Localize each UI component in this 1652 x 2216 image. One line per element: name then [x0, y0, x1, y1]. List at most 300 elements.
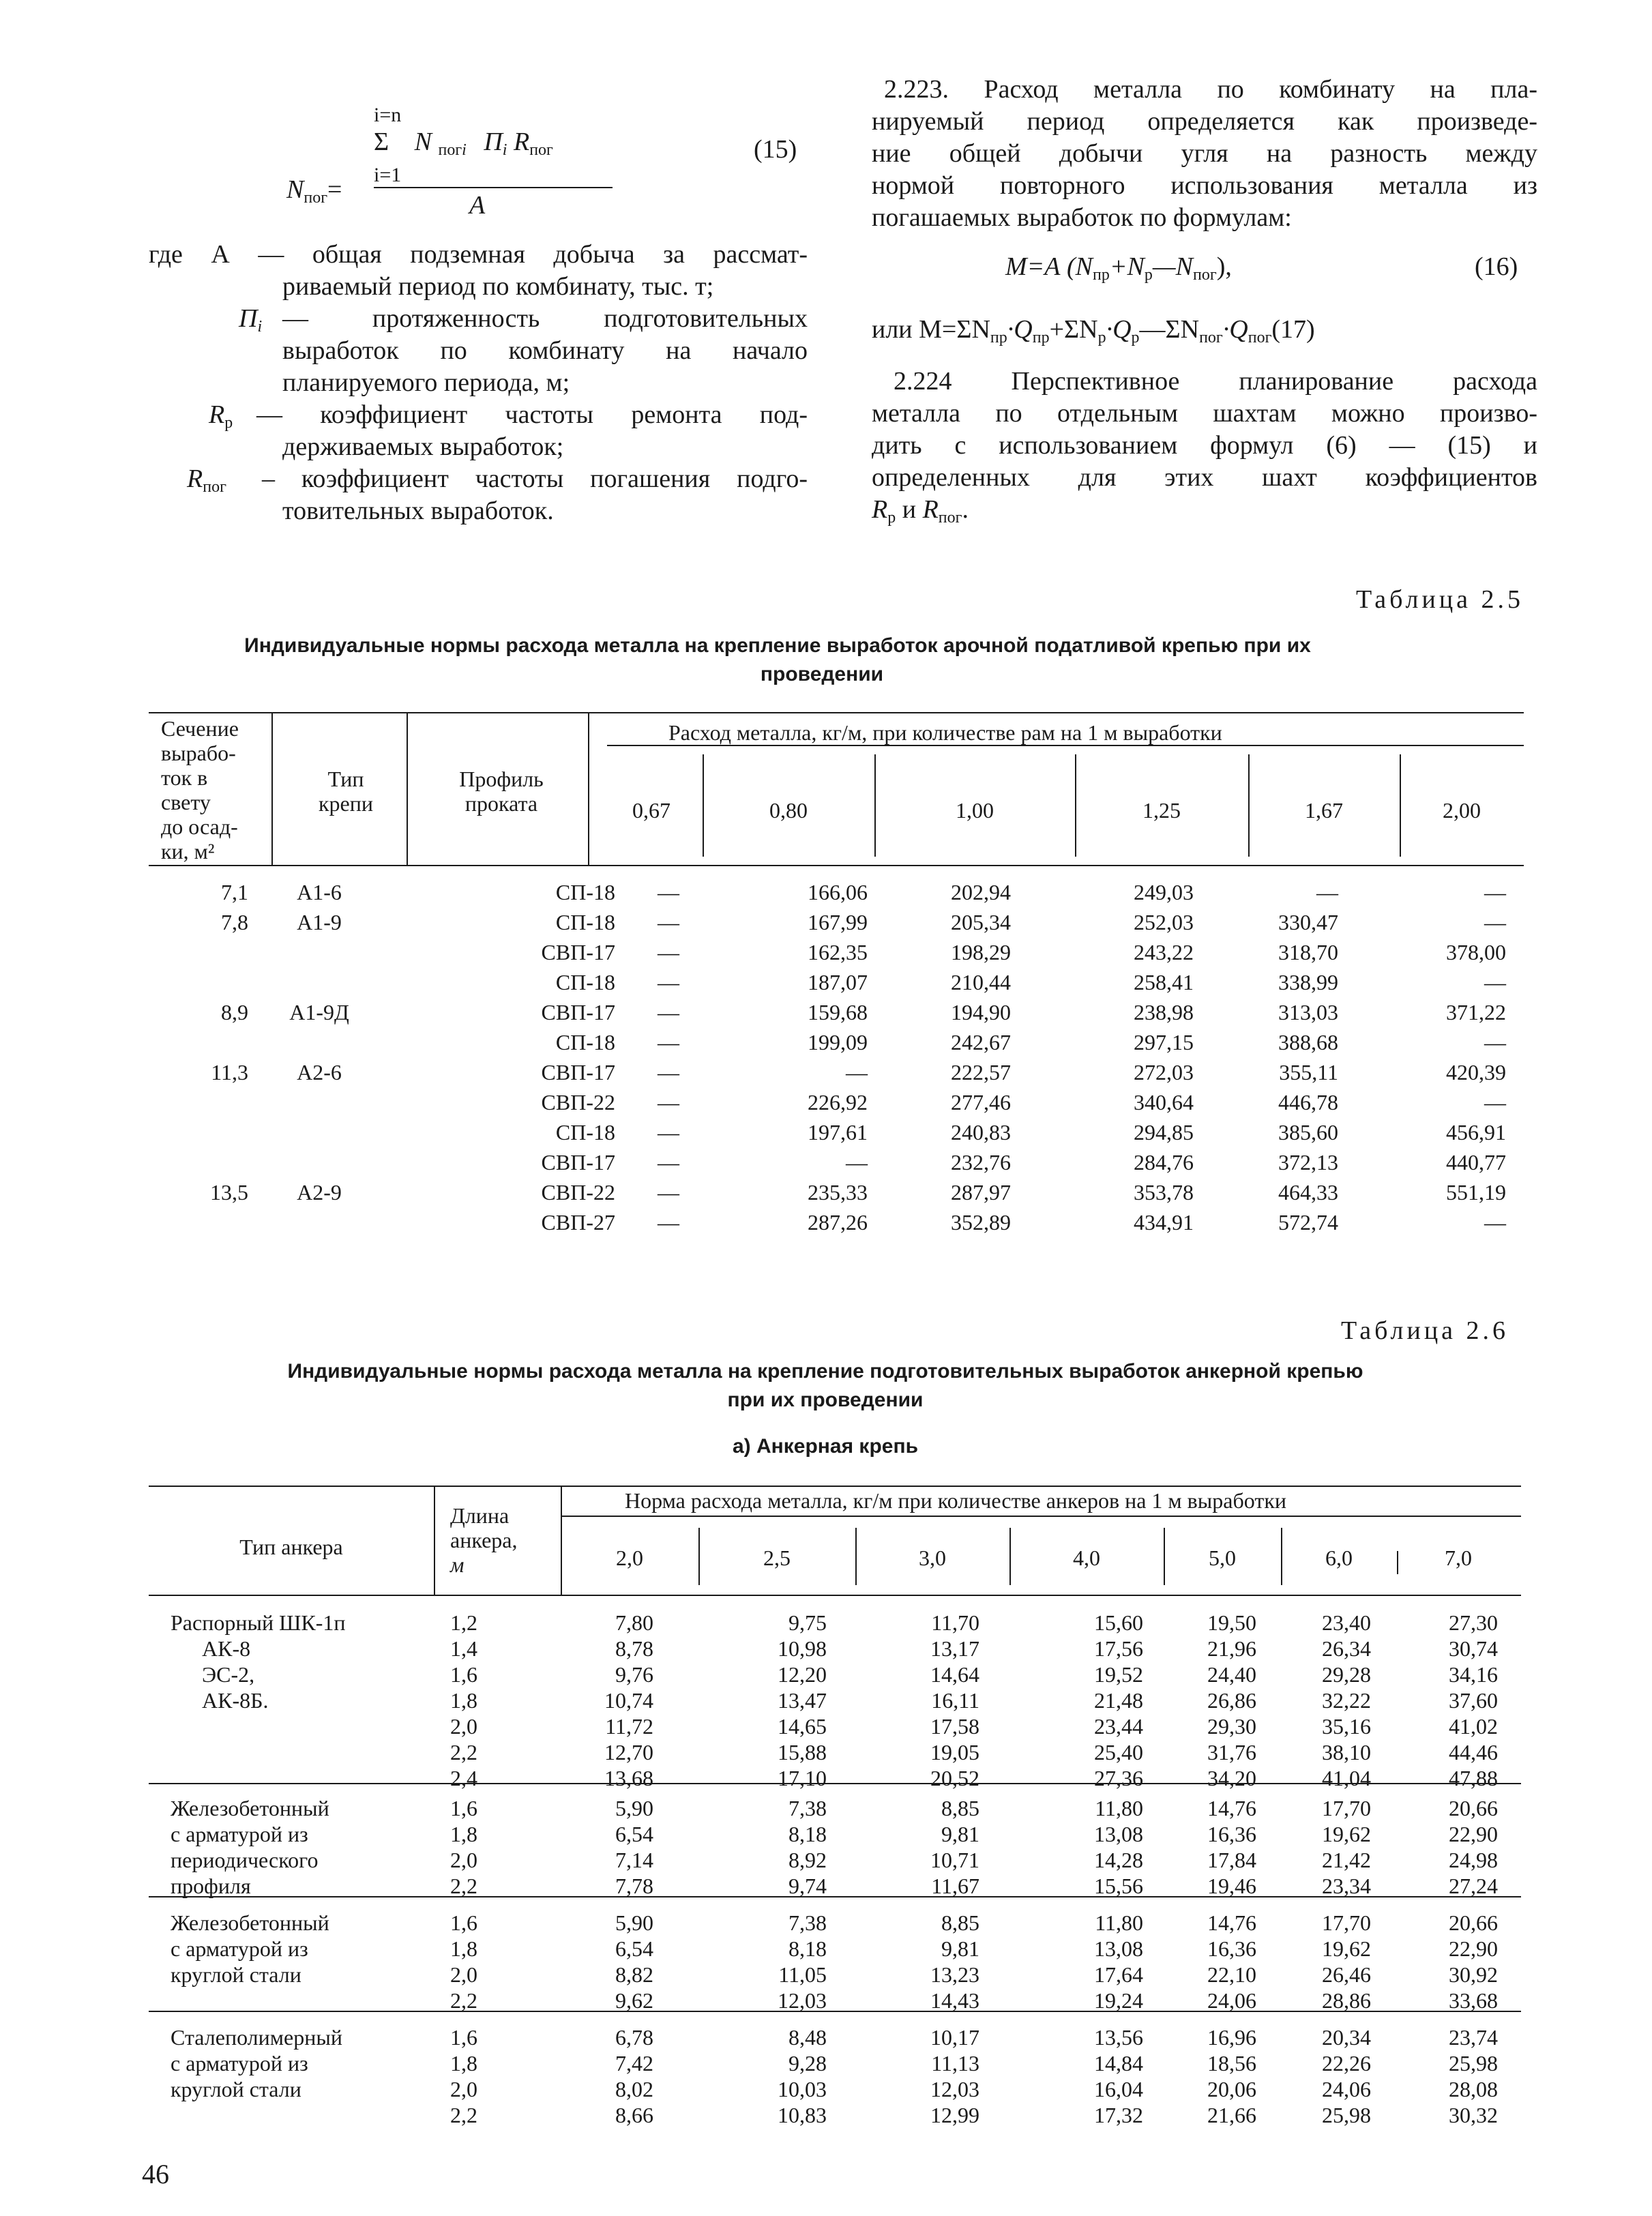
- table-cell: 41,02: [1449, 1714, 1498, 1739]
- table-cell: 238,98: [1134, 1000, 1194, 1024]
- formula-15-lhs: [286, 174, 342, 214]
- table-cell: 2,2: [450, 1988, 477, 2013]
- table-cell: 19,62: [1322, 1936, 1371, 1961]
- table-cell: 24,06: [1322, 2077, 1371, 2101]
- table-cell: 287,97: [951, 1180, 1011, 1205]
- table-cell: 249,03: [1134, 880, 1194, 904]
- definition-rpog-line1: – коэффициент частоты погашения подго-: [262, 464, 808, 493]
- table-cell: 235,33: [808, 1180, 868, 1205]
- table-cell: 5,90: [615, 1910, 653, 1935]
- table-cell: 11,80: [1095, 1796, 1143, 1820]
- table-cell: —: [1484, 910, 1506, 934]
- table-cell: 352,89: [951, 1210, 1011, 1235]
- sum-upper-limit: i=n: [374, 104, 402, 126]
- table-cell: 22,90: [1449, 1822, 1498, 1846]
- table-cell: 252,03: [1134, 910, 1194, 934]
- table-cell: 272,03: [1134, 1060, 1194, 1084]
- table-cell: 420,39: [1446, 1060, 1506, 1084]
- table-cell: 15,88: [778, 1740, 827, 1764]
- table-cell: 297,15: [1134, 1030, 1194, 1054]
- head-col: 2,00: [1443, 798, 1481, 823]
- table-cell: 47,88: [1449, 1766, 1498, 1790]
- table-cell: 13,17: [930, 1636, 979, 1661]
- table-2-5-label: Таблица 2.5: [1356, 585, 1524, 614]
- table-cell: 6,78: [615, 2025, 653, 2050]
- table-row: [149, 1147, 1506, 1177]
- table-cell: А2-9: [297, 1180, 342, 1205]
- table-cell: [149, 1207, 248, 1237]
- table-cell: [149, 1147, 248, 1177]
- table-cell: 15,56: [1094, 1874, 1143, 1898]
- table-cell: —: [658, 1180, 679, 1205]
- anchor-type-name: профиля: [171, 1874, 251, 1898]
- table-cell: 355,11: [1279, 1060, 1338, 1084]
- table-cell: 16,11: [931, 1688, 979, 1713]
- table-cell: 243,22: [1134, 940, 1194, 964]
- table-cell: 25,98: [1322, 2103, 1371, 2127]
- table-row: [149, 1027, 1506, 1057]
- table-cell: 12,03: [930, 2077, 979, 2101]
- table-cell: [248, 1087, 390, 1117]
- table-cell: 34,20: [1207, 1766, 1256, 1790]
- anchor-type-name: периодического: [171, 1848, 319, 1872]
- table-cell: 7,42: [615, 2051, 653, 2075]
- table-cell: [149, 937, 248, 967]
- table-cell: —: [658, 910, 679, 934]
- table-cell: 6,54: [615, 1822, 653, 1846]
- head-span: Норма расхода металла, кг/м при количестве анкеров на 1 м выработки: [625, 1488, 1286, 1513]
- table-cell: 2,0: [450, 1714, 477, 1739]
- table-cell: 287,26: [808, 1210, 868, 1235]
- table-cell: 198,29: [951, 940, 1011, 964]
- table-cell: 167,99: [808, 910, 868, 934]
- head-col: 1,67: [1305, 798, 1343, 823]
- table-cell: 16,96: [1207, 2025, 1256, 2050]
- table-cell: 13,23: [930, 1962, 979, 1987]
- table-2-5-title-2: проведении: [760, 663, 884, 685]
- table-cell: 9,75: [788, 1610, 827, 1635]
- table-cell: 9,74: [788, 1874, 827, 1898]
- table-cell: 226,92: [808, 1090, 868, 1114]
- table-cell: 13,68: [604, 1766, 653, 1790]
- head-col: 1,00: [956, 798, 994, 823]
- table-cell: 197,61: [808, 1120, 868, 1144]
- formula-15-denominator: А: [469, 191, 486, 220]
- fraction-bar: [374, 187, 613, 188]
- table-cell: 14,43: [930, 1988, 979, 2013]
- table-cell: 35,16: [1322, 1714, 1371, 1739]
- formula-15-number: (15): [754, 135, 797, 164]
- table-cell: А1-9: [297, 910, 342, 934]
- table-cell: 17,56: [1094, 1636, 1143, 1661]
- sub-pog: пог: [438, 141, 462, 159]
- table-cell: 10,98: [778, 1636, 827, 1661]
- table-cell: —: [658, 1030, 679, 1054]
- anchor-type-name: круглой стали: [171, 2077, 301, 2101]
- var-n: N: [414, 128, 432, 156]
- table-row: [149, 1117, 1506, 1147]
- table-cell: 19,50: [1207, 1610, 1256, 1635]
- head-anchor-length: Длина анкера, м: [450, 1503, 518, 1577]
- table-cell: 25,98: [1449, 2051, 1498, 2075]
- table-cell: —: [658, 1060, 679, 1084]
- definition-a: [149, 239, 808, 271]
- table-cell: 25,40: [1094, 1740, 1143, 1764]
- table-2-6-subtitle: а) Анкерная крепь: [732, 1435, 919, 1458]
- table-cell: 22,10: [1207, 1962, 1256, 1987]
- table-cell: 17,58: [930, 1714, 979, 1739]
- table-cell: 20,06: [1207, 2077, 1256, 2101]
- table-row: [149, 907, 1506, 937]
- table-cell: 11,80: [1095, 1910, 1143, 1935]
- table-cell: СВП-27: [541, 1210, 615, 1235]
- definition-p-line3: планируемого периода, м;: [282, 368, 570, 397]
- table-cell: 32,22: [1322, 1688, 1371, 1713]
- head-type: Тип крепи: [319, 767, 373, 816]
- table-cell: 572,74: [1278, 1210, 1338, 1235]
- table-cell: 1,8: [450, 1688, 477, 1713]
- table-row: [149, 1087, 1506, 1117]
- table-cell: 202,94: [951, 880, 1011, 904]
- definition-rpog-line2: товительных выработок.: [282, 497, 554, 525]
- table-cell: —: [1484, 1090, 1506, 1114]
- table-cell: 14,64: [930, 1662, 979, 1687]
- table-cell: 2,2: [450, 1740, 477, 1764]
- table-cell: 12,99: [930, 2103, 979, 2127]
- table-cell: 294,85: [1134, 1120, 1194, 1144]
- formula-16-number: (16): [1475, 252, 1518, 281]
- table-cell: 551,19: [1446, 1180, 1506, 1205]
- table-cell: 29,28: [1322, 1662, 1371, 1687]
- anchor-type-name: Железобетонный: [171, 1796, 329, 1820]
- p224-last-line: $R_р$ и $R_{пог}$.: [872, 495, 969, 527]
- table-cell: [149, 1117, 248, 1147]
- table-cell: 26,46: [1322, 1962, 1371, 1987]
- table-cell: 1,2: [450, 1610, 477, 1635]
- head-col: 6,0: [1325, 1546, 1353, 1570]
- table-cell: 17,32: [1094, 2103, 1143, 2127]
- anchor-type-name: Сталеполимерный: [171, 2025, 342, 2050]
- table-cell: 9,81: [941, 1822, 979, 1846]
- table-cell: 19,05: [930, 1740, 979, 1764]
- table-cell: —: [658, 1150, 679, 1175]
- table-cell: 1,6: [450, 1796, 477, 1820]
- table-cell: 372,13: [1278, 1150, 1338, 1175]
- table-cell: 28,08: [1449, 2077, 1498, 2101]
- p223-line: ние общей добычи угля на разность между: [872, 139, 1537, 168]
- table-cell: 27,36: [1094, 1766, 1143, 1790]
- head-col: 2,5: [763, 1546, 791, 1570]
- table-cell: 440,77: [1446, 1150, 1506, 1175]
- table-cell: 8,18: [788, 1822, 827, 1846]
- table-cell: 13,47: [778, 1688, 827, 1713]
- table-cell: 16,04: [1094, 2077, 1143, 2101]
- table-cell: 242,67: [951, 1030, 1011, 1054]
- table-cell: 15,60: [1094, 1610, 1143, 1635]
- table-cell: 20,34: [1322, 2025, 1371, 2050]
- table-cell: 37,60: [1449, 1688, 1498, 1713]
- table-cell: 31,76: [1207, 1740, 1256, 1764]
- anchor-type-name: АК-8Б.: [202, 1688, 269, 1713]
- table-cell: 8,85: [941, 1796, 979, 1820]
- table-cell: 162,35: [808, 940, 868, 964]
- table-cell: 1,8: [450, 1822, 477, 1846]
- sum-lower-limit: i=1: [374, 164, 402, 186]
- table-cell: СП-18: [555, 1030, 615, 1054]
- table-cell: 446,78: [1278, 1090, 1338, 1114]
- head-col: 0,80: [769, 798, 808, 823]
- table-cell: 232,76: [951, 1150, 1011, 1175]
- table-cell: [149, 1087, 248, 1117]
- table-cell: —: [658, 1120, 679, 1144]
- table-cell: 2,0: [450, 2077, 477, 2101]
- table-cell: 11,3: [211, 1060, 248, 1084]
- p224-line: металла по отдельным шахтам можно произво-: [872, 399, 1537, 428]
- table-cell: 7,14: [615, 1848, 653, 1872]
- table-cell: 19,24: [1094, 1988, 1143, 2013]
- table-cell: 24,98: [1449, 1848, 1498, 1872]
- var-r: R: [513, 128, 530, 156]
- var-n-lhs: N: [286, 175, 304, 204]
- table-cell: 258,41: [1134, 970, 1194, 994]
- table-cell: 20,66: [1449, 1796, 1498, 1820]
- table-cell: 11,70: [931, 1610, 979, 1635]
- table-cell: 318,70: [1278, 940, 1338, 964]
- table-cell: 8,48: [788, 2025, 827, 2050]
- table-cell: 30,92: [1449, 1962, 1498, 1987]
- table-cell: 1,6: [450, 1910, 477, 1935]
- table-cell: —: [846, 1150, 868, 1175]
- table-cell: СП-18: [555, 880, 615, 904]
- table-cell: 17,70: [1322, 1910, 1371, 1935]
- table-cell: [248, 1027, 390, 1057]
- table-cell: 22,26: [1322, 2051, 1371, 2075]
- definition-a-line2: риваемый период по комбинату, тыс. т;: [282, 272, 714, 301]
- table-cell: 340,64: [1134, 1090, 1194, 1114]
- table-2-6-title: Индивидуальные нормы расхода металла на крепление подготовительных выработок анкерной крепью: [287, 1360, 1363, 1383]
- table-cell: 23,40: [1322, 1610, 1371, 1635]
- table-cell: 11,67: [931, 1874, 979, 1898]
- table-cell: 14,76: [1207, 1796, 1256, 1820]
- table-cell: —: [1484, 1210, 1506, 1235]
- table-cell: 330,47: [1278, 910, 1338, 934]
- head-col: 4,0: [1073, 1546, 1100, 1570]
- table-row: [149, 1057, 1506, 1087]
- table-cell: 27,24: [1449, 1874, 1498, 1898]
- table-cell: 21,96: [1207, 1636, 1256, 1661]
- anchor-type-name: Распорный ШК-1п: [171, 1610, 346, 1635]
- table-cell: 464,33: [1278, 1180, 1338, 1205]
- table-cell: 11,72: [605, 1714, 653, 1739]
- table-cell: СВП-17: [541, 1060, 615, 1084]
- table-cell: 38,10: [1322, 1740, 1371, 1764]
- table-cell: 7,78: [615, 1874, 653, 1898]
- table-cell: 13,08: [1094, 1822, 1143, 1846]
- table-cell: 385,60: [1278, 1120, 1338, 1144]
- table-cell: 10,71: [930, 1848, 979, 1872]
- table-cell: 210,44: [951, 970, 1011, 994]
- anchor-type-name: Железобетонный: [171, 1910, 329, 1935]
- anchor-type-name: с арматурой из: [171, 1822, 308, 1846]
- head-col: 1,25: [1142, 798, 1181, 823]
- table-row: [149, 937, 1506, 967]
- table-cell: 21,66: [1207, 2103, 1256, 2127]
- anchor-type-name: с арматурой из: [171, 1936, 308, 1961]
- table-cell: 19,62: [1322, 1822, 1371, 1846]
- definition-p-line2: выработок по комбинату на начало: [282, 336, 808, 365]
- head-section: Сечение вырабо- ток в свету до осад- ки, м²: [161, 716, 239, 863]
- table-cell: 194,90: [951, 1000, 1011, 1024]
- table-cell: 1,6: [450, 2025, 477, 2050]
- table-cell: 13,56: [1094, 2025, 1143, 2050]
- p224-line: 2.224 Перспективное планирование расхода: [894, 367, 1537, 396]
- table-cell: 23,34: [1322, 1874, 1371, 1898]
- table-cell: 205,34: [951, 910, 1011, 934]
- table-cell: 371,22: [1446, 1000, 1506, 1024]
- anchor-type-name: ЭС-2,: [202, 1662, 255, 1687]
- table-cell: 16,36: [1207, 1822, 1256, 1846]
- table-cell: СВП-17: [541, 940, 615, 964]
- table-cell: 166,06: [808, 880, 868, 904]
- table-cell: 34,16: [1449, 1662, 1498, 1687]
- table-cell: 2,4: [450, 1766, 477, 1790]
- table-cell: —: [658, 940, 679, 964]
- head-col: 7,0: [1445, 1546, 1472, 1570]
- table-cell: 2,2: [450, 2103, 477, 2127]
- table-cell: 187,07: [808, 970, 868, 994]
- table-cell: 8,66: [615, 2103, 653, 2127]
- table-cell: 338,99: [1278, 970, 1338, 994]
- table-cell: СВП-22: [541, 1180, 615, 1205]
- table-cell: 20,52: [930, 1766, 979, 1790]
- table-cell: —: [658, 1210, 679, 1235]
- formula-16: М=А $(N_{пр}+N_р—N_{пог})$,: [1005, 252, 1232, 284]
- table-cell: 33,68: [1449, 1988, 1498, 2013]
- table-cell: 24,40: [1207, 1662, 1256, 1687]
- table-cell: 19,46: [1207, 1874, 1256, 1898]
- table-cell: 9,81: [941, 1936, 979, 1961]
- table-cell: 10,74: [604, 1688, 653, 1713]
- table-cell: 378,00: [1446, 940, 1506, 964]
- table-cell: 27,30: [1449, 1610, 1498, 1635]
- table-cell: [248, 1207, 390, 1237]
- definition-rpog-term: $R_{пог}$: [187, 464, 226, 496]
- table-cell: 14,65: [778, 1714, 827, 1739]
- table-cell: 434,91: [1134, 1210, 1194, 1235]
- table-cell: СП-18: [555, 910, 615, 934]
- table-cell: СП-18: [555, 1120, 615, 1144]
- table-cell: 388,68: [1278, 1030, 1338, 1054]
- p223-line: нормой повторного использования металла из: [872, 171, 1537, 200]
- table-cell: 44,46: [1449, 1740, 1498, 1764]
- table-cell: —: [1316, 880, 1338, 904]
- table-cell: 13,08: [1094, 1936, 1143, 1961]
- anchor-type-name: АК-8: [202, 1636, 251, 1661]
- table-cell: 7,80: [615, 1610, 653, 1635]
- table-cell: 10,03: [778, 2077, 827, 2101]
- table-cell: 8,02: [615, 2077, 653, 2101]
- formula-17: или $М=\Sigma N_{пр}\cdot Q_{пр}+\Sigma N_р\cdot Q_р—\Sigma N_{пог}\cdot Q_{пог}(17)$: [872, 315, 1315, 346]
- table-cell: 9,76: [615, 1662, 653, 1687]
- table-cell: 17,64: [1094, 1962, 1143, 1987]
- table-cell: А1-9Д: [289, 1000, 349, 1024]
- anchor-type-name: с арматурой из: [171, 2051, 308, 2075]
- table-cell: 7,38: [788, 1796, 827, 1820]
- lhs-sub: пог: [304, 189, 328, 207]
- table-cell: 353,78: [1134, 1180, 1194, 1205]
- table-cell: 30,32: [1449, 2103, 1498, 2127]
- table-cell: 2,0: [450, 1962, 477, 1987]
- table-cell: 240,83: [951, 1120, 1011, 1144]
- table-cell: —: [1484, 1030, 1506, 1054]
- head-col: 2,0: [616, 1546, 643, 1570]
- table-cell: 2,2: [450, 1874, 477, 1898]
- table-cell: 5,90: [615, 1796, 653, 1820]
- table-cell: 22,90: [1449, 1936, 1498, 1961]
- table-cell: 8,18: [788, 1936, 827, 1961]
- table-cell: 313,03: [1278, 1000, 1338, 1024]
- table-cell: 30,74: [1449, 1636, 1498, 1661]
- table-cell: 17,84: [1207, 1848, 1256, 1872]
- table-cell: 28,86: [1322, 1988, 1371, 2013]
- table-cell: 6,54: [615, 1936, 653, 1961]
- table-cell: 41,04: [1322, 1766, 1371, 1790]
- table-cell: 17,10: [778, 1766, 827, 1790]
- table-row: [149, 877, 1506, 907]
- head-col: 0,67: [632, 798, 670, 823]
- head-col: 5,0: [1209, 1546, 1236, 1570]
- table-cell: 19,52: [1094, 1662, 1143, 1687]
- table-cell: [248, 967, 390, 997]
- table-cell: 20,66: [1449, 1910, 1498, 1935]
- table-cell: 14,76: [1207, 1910, 1256, 1935]
- table-cell: 21,42: [1322, 1848, 1371, 1872]
- table-cell: 9,28: [788, 2051, 827, 2075]
- definition-rp-line2: держиваемых выработок;: [282, 432, 564, 461]
- p223-line: 2.223. Расход металла по комбинату на пла-: [884, 75, 1537, 104]
- table-cell: 8,82: [615, 1962, 653, 1987]
- var-p: П: [484, 128, 503, 156]
- definition-rp-line1: — коэффициент частоты ремонта под-: [256, 400, 808, 429]
- table-row: [149, 997, 1506, 1027]
- table-cell: СВП-22: [541, 1090, 615, 1114]
- table-cell: 277,46: [951, 1090, 1011, 1114]
- table-cell: 1,6: [450, 1662, 477, 1687]
- table-cell: [248, 937, 390, 967]
- equals: =: [327, 175, 342, 204]
- table-cell: 456,91: [1446, 1120, 1506, 1144]
- head-span: Расход металла, кг/м, при количестве рам на 1 м выработки: [668, 720, 1222, 745]
- table-cell: [248, 1117, 390, 1147]
- table-cell: 24,06: [1207, 1988, 1256, 2013]
- table-cell: 23,74: [1449, 2025, 1498, 2050]
- table-cell: 13,5: [210, 1180, 248, 1205]
- def-term: где А: [149, 240, 230, 269]
- table-cell: 1,4: [450, 1636, 477, 1661]
- table-cell: —: [658, 1000, 679, 1024]
- table-cell: —: [658, 1090, 679, 1114]
- sub-pi: i: [502, 141, 507, 159]
- table-cell: 10,83: [778, 2103, 827, 2127]
- table-cell: 8,9: [221, 1000, 248, 1024]
- sub-r-pog: пог: [529, 141, 553, 159]
- table-cell: 11,13: [931, 2051, 979, 2075]
- p224-line: определенных для этих шахт коэффициентов: [872, 463, 1537, 492]
- p224-line: дить с использованием формул (6) — (15) и: [872, 431, 1537, 460]
- p223-line: погашаемых выработок по формулам:: [872, 203, 1292, 232]
- table-cell: —: [846, 1060, 868, 1084]
- table-cell: 284,76: [1134, 1150, 1194, 1175]
